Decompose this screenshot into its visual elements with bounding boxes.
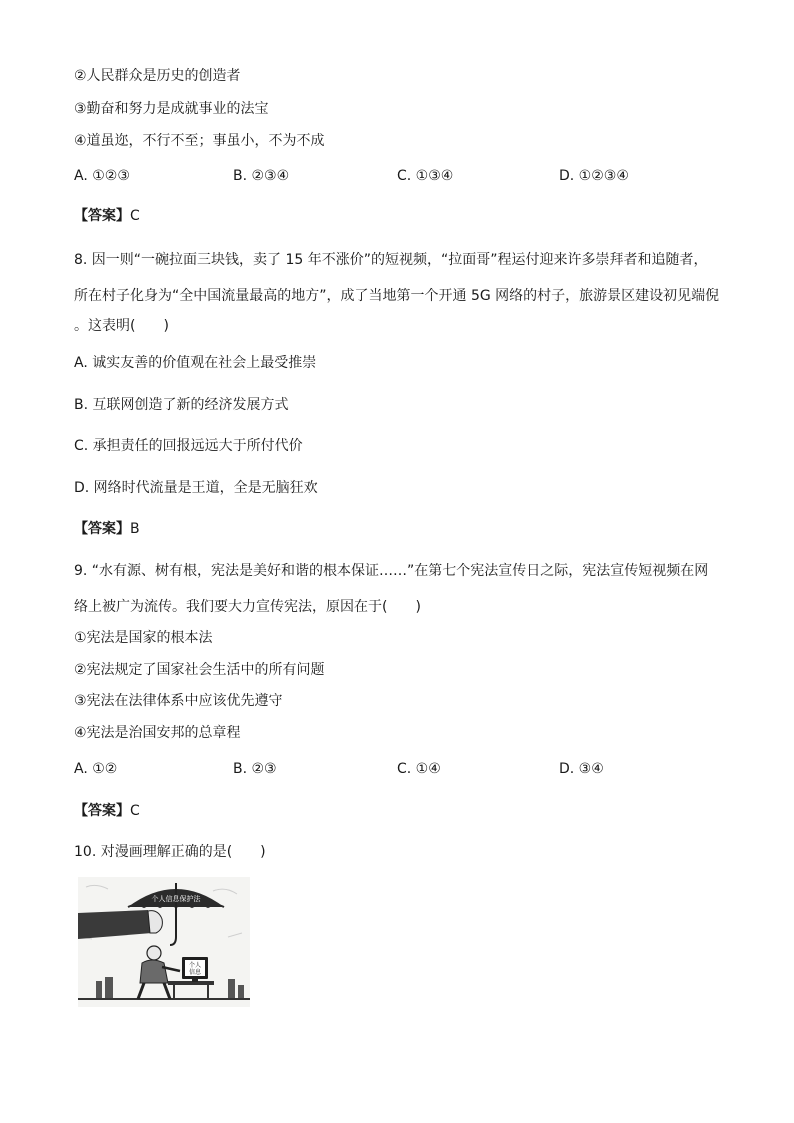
- q9-option-a: A. ①②: [74, 761, 118, 777]
- q10-stem: 10. 对漫画理解正确的是( ): [74, 844, 266, 860]
- umbrella-label: 个人信息保护法: [151, 895, 201, 903]
- q9-item-4: ④宪法是治国安邦的总章程: [74, 725, 241, 741]
- answer-label: 【答案】: [74, 208, 130, 224]
- q9-stem-line-1: 9. “水有源、树有根，宪法是美好和谐的根本保证……”在第七个宪法宣传日之际，宪法宣传短视频在网: [74, 563, 709, 579]
- answer-label: 【答案】: [74, 803, 130, 819]
- q9-item-3: ③宪法在法律体系中应该优先遵守: [74, 693, 283, 709]
- svg-text:信息: 信息: [188, 969, 202, 976]
- q9-option-d: D. ③④: [559, 761, 604, 777]
- q8-stem-line-1: 8. 因一则“一碗拉面三块钱，卖了 15 年不涨价”的短视频，“拉面哥”程运付迎来许多崇拜者和追随者，: [74, 252, 708, 268]
- svg-text:个人: 个人: [188, 962, 202, 969]
- q10-cartoon: [78, 877, 250, 1007]
- q9-option-b: B. ②③: [233, 761, 277, 777]
- q8-option-b: B. 互联网创造了新的经济发展方式: [74, 397, 289, 413]
- answer-label: 【答案】: [74, 521, 130, 537]
- q7-item-2: ②人民群众是历史的创造者: [74, 68, 241, 84]
- q7-answer: [74, 206, 140, 226]
- q7-option-b: B. ②③④: [233, 168, 290, 184]
- q8-stem-line-2: 所在村子化身为“全中国流量最高的地方”，成了当地第一个开通 5G 网络的村子，旅游景区建设初见端倪: [74, 288, 720, 304]
- q7-option-a: A. ①②③: [74, 168, 130, 184]
- q9-stem-line-2: 络上被广为流传。我们要大力宣传宪法，原因在于( ): [74, 599, 421, 615]
- q7-option-c: C. ①③④: [397, 168, 454, 184]
- answer-value: B: [130, 521, 140, 537]
- q8-stem-line-3: 。这表明( ): [74, 318, 169, 334]
- q9-item-2: ②宪法规定了国家社会生活中的所有问题: [74, 662, 325, 678]
- q8-option-d: D. 网络时代流量是王道，全是无脑狂欢: [74, 480, 318, 496]
- answer-value: C: [130, 208, 140, 224]
- q8-option-a: A. 诚实友善的价值观在社会上最受推崇: [74, 355, 317, 371]
- q9-option-c: C. ①④: [397, 761, 441, 777]
- q7-item-4: ④道虽迩，不行不至；事虽小，不为不成: [74, 133, 325, 149]
- q9-answer: [74, 801, 140, 821]
- q8-answer: [74, 519, 140, 539]
- answer-value: C: [130, 803, 140, 819]
- q9-item-1: ①宪法是国家的根本法: [74, 630, 213, 646]
- q7-item-3: ③勤奋和努力是成就事业的法宝: [74, 101, 269, 117]
- q7-option-d: D. ①②③④: [559, 168, 629, 184]
- q8-option-c: C. 承担责任的回报远远大于所付代价: [74, 438, 303, 454]
